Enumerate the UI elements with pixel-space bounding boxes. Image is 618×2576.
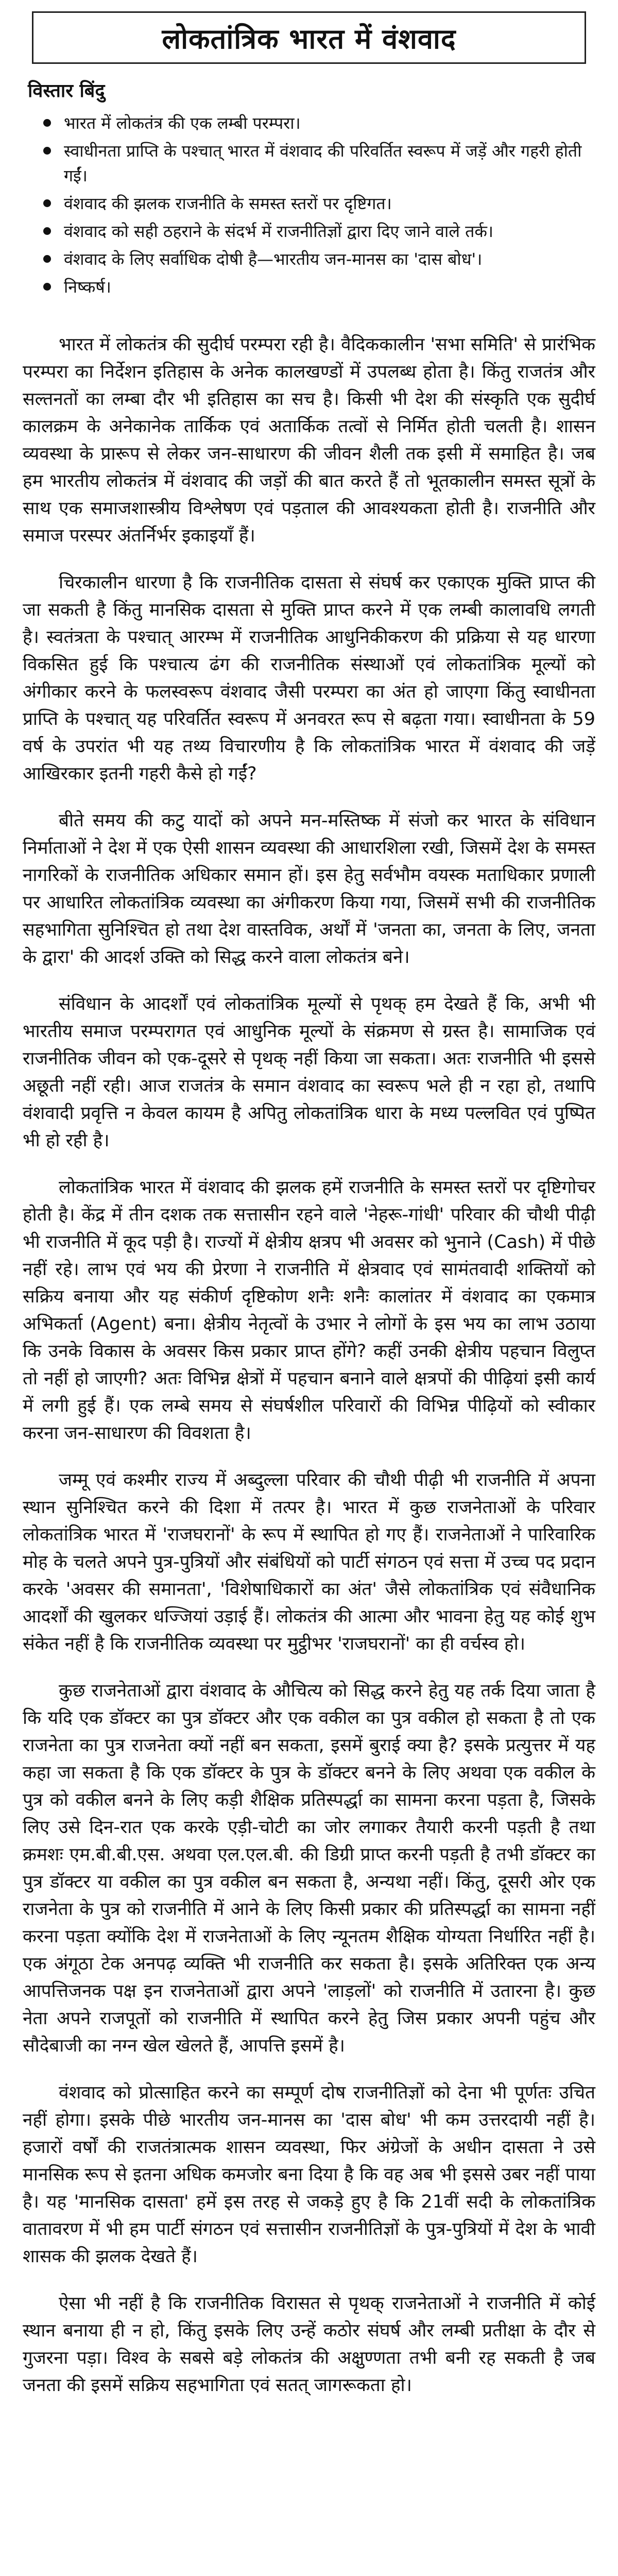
outline-item-text: स्वाधीनता प्राप्ति के पश्चात् भारत में वंशवाद की परिवर्तित स्वरूप में जड़ें और गहरी होती गईं। [64,141,582,185]
outline-item [43,139,595,188]
paragraph: लोकतांत्रिक भारत में वंशवाद की झलक हमें राजनीति के समस्त स्तरों पर दृष्टिगोचर होती है। केंद्र में तीन दशक तक सत्तासीन रहने वाले 'नेहरू-गांधी' परिवार की चौथी पीढ़ी भी राजनीति में कूद पड़ी है। राज्यों में क्षेत्रीय क्षत्रप भी अवसर को भुनाने (Cash) में पीछे नहीं रहे। लाभ एवं भय की प्रेरणा ने राजनीति में क्षेत्रवाद एवं सामंतवादी शक्तियों को सक्रिय बनाया और यह संकीर्ण दृष्टिकोण शनैः शनैः कालांतर में वंशवाद का एकमात्र अभिकर्ता (Agent) बना। क्षेत्रीय नेतृत्वों के उभार ने लोगों के इस भय का लाभ उठाया कि उनके विकास के अवसर किस प्रकार प्राप्त होंगे? कहीं उनकी क्षेत्रीय पहचान विलुप्त तो नहीं हो जाएगी? अतः विभिन्न क्षेत्रों में पहचान बनाने वाले क्षत्रपों की पीढ़ियां इसी कार्य में लगी हुई हैं। एक लम्बे समय से संघर्षशील परिवारों की विभिन्न पीढ़ियों को स्वीकार करना जन-साधारण की विवशता है। [23,1177,595,1444]
paragraph: ऐसा भी नहीं है कि राजनीतिक विरासत से पृथक् राजनेताओं ने राजनीति में कोई स्थान बनाया ही न हो, किंतु इसके लिए उन्हें कठोर संघर्ष और लम्बी प्रतीक्षा के दौर से गुजरना पड़ा। विश्व के सबसे बड़े लोकतंत्र की अक्षुण्णता तभी बनी रह सकती है जब जनता की इसमें सक्रिय सहभागिता एवं सतत् जागरूकता हो। [23,2293,595,2396]
paragraph: वंशवाद को प्रोत्साहित करने का सम्पूर्ण दोष राजनीतिज्ञों को देना भी पूर्णतः उचित नहीं होगा। इसके पीछे भारतीय जन-मानस का 'दास बोध' भी कम उत्तरदायी नहीं है। हजारों वर्षों की राजतंत्रात्मक शासन व्यवस्था, फिर अंग्रेजों के अधीन दासता ने उसे मानसिक रूप से इतना अधिक कमजोर बना दिया है कि वह अब भी इससे उबर नहीं पाया है। यह 'मानसिक दासता' हमें इस तरह से जकड़े हुए है कि 21वीं सदी के लोकतांत्रिक वातावरण में भी हम पार्टी संगठन एवं सत्तासीन राजनीतिज्ञों के पुत्र-पुत्रियों में देश के भावी शासक की झलक देखते हैं। [23,2082,595,2267]
bullet-icon [43,147,51,155]
outline-item [43,191,595,216]
paragraph: जम्मू एवं कश्मीर राज्य में अब्दुल्ला परिवार की चौथी पीढ़ी भी राजनीति में अपना स्थान सुनिश्चित करने की दिशा में तत्पर है। भारत में कुछ राजनेताओं के परिवार लोकतांत्रिक भारत में 'राजघरानों' के रूप में स्थापित हो गए हैं। राजनेताओं ने पारिवारिक मोह के चलते अपने पुत्र-पुत्रियों और संबंधियों को पार्टी संगठन एवं सत्ता में उच्च पद प्रदान करके 'अवसर की समानता', 'विशेषाधिकारों का अंत' जैसे लोकतांत्रिक एवं संवैधानिक आदर्शों की खुलकर धज्जियां उड़ाई हैं। लोकतंत्र की आत्मा और भावना हेतु यह कोई शुभ संकेत नहीं है कि राजनीतिक व्यवस्था पर मुट्ठीभर 'राजघरानों' का ही वर्चस्व हो। [23,1470,595,1654]
page-title: लोकतांत्रिक भारत में वंशवाद [162,23,456,55]
essay-page [0,11,618,2576]
title-box [32,11,586,64]
outline-item-text: निष्कर्ष। [64,277,111,297]
paragraph: संविधान के आदर्शों एवं लोकतांत्रिक मूल्यों से पृथक् हम देखते हैं कि, अभी भी भारतीय समाज परम्परागत एवं आधुनिक मूल्यों के संक्रमण से ग्रस्त है। सामाजिक एवं राजनीतिक जीवन को एक-दूसरे से पृथक् नहीं किया जा सकता। अतः राजनीति भी इससे अछूती नहीं रही। आज राजतंत्र के समान वंशवाद का स्वरूप भले ही न रहा हो, तथापि वंशवादी प्रवृत्ति न केवल कायम है अपितु लोकतांत्रिक धारा के मध्य पल्लवित एवं पुष्पित भी हो रही है। [23,994,595,1151]
outline-list [23,111,595,299]
bullet-icon [43,227,51,235]
bullet-icon [43,119,51,127]
outline-item [43,111,595,135]
paragraph: कुछ राजनेताओं द्वारा वंशवाद के औचित्य को सिद्ध करने हेतु यह तर्क दिया जाता है कि यदि एक डॉक्टर का पुत्र डॉक्टर और एक वकील का पुत्र वकील हो सकता है तो एक राजनेता का पुत्र राजनेता क्यों नहीं बन सकता, इसमें बुराई क्या है? इसके प्रत्युत्तर में यह कहा जा सकता है कि एक डॉक्टर के पुत्र के डॉक्टर बनने के लिए अथवा एक वकील के पुत्र को वकील बनने के लिए कड़ी शैक्षिक प्रतिस्पर्द्धा का सामना करना पड़ता है, जिसके लिए उसे दिन-रात एक करके एड़ी-चोटी का जोर लगाकर तैयारी करनी पड़ती है तथा क्रमशः एम.बी.बी.एस. अथवा एल.एल.बी. की डिग्री प्राप्त करनी पड़ती है तभी डॉक्टर का पुत्र डॉक्टर या वकील का पुत्र वकील बन सकता है, अन्यथा नहीं। किंतु, दूसरी ओर एक राजनेता के पुत्र को राजनीति में आने के लिए किसी प्रकार की प्रतिस्पर्द्धा का सामना नहीं करना पड़ता क्योंकि देश में राजनेताओं के लिए न्यूनतम शैक्षिक योग्यता निर्धारित नहीं है। एक अंगूठा टेक अनपढ़ व्यक्ति भी राजनीति कर सकता है। इसके अतिरिक्त एक अन्य आपत्तिजनक पक्ष इन राजनेताओं द्वारा अपने 'लाड़लों' को राजनीति में उतारना है। कुछ नेता अपने राजपूतों को राजनीति में स्थापित करने हेतु जिस प्रकार अपनी पहुंच और सौदेबाजी का नग्न खेल खेलते हैं, आपत्ति इसमें है। [23,1681,595,2056]
outline-item-text: वंशवाद की झलक राजनीति के समस्त स्तरों पर दृष्टिगत। [64,194,392,213]
bullet-icon [43,283,51,291]
bullet-icon [43,255,51,263]
outline-item [43,219,595,244]
paragraph: चिरकालीन धारणा है कि राजनीतिक दासता से संघर्ष कर एकाएक मुक्ति प्राप्त की जा सकती है किंतु मानसिक दासता से मुक्ति प्राप्त करने में एक लम्बी कालावधि लगती है। स्वतंत्रता के पश्चात् आरम्भ में राजनीतिक आधुनिकीकरण की प्रक्रिया से यह धारणा विकसित हुई कि पश्चात्य ढंग की राजनीतिक संस्थाओं एवं लोकतांत्रिक मूल्यों को अंगीकार करने के फलस्वरूप वंशवाद जैसी परम्परा का अंत हो जाएगा किंतु स्वाधीनता प्राप्ति के पश्चात् यह परिवर्तित स्वरूप में अनवरत रूप से बढ़ता गया। स्वाधीनता के 59 वर्ष के उपरांत भी यह तथ्य विचारणीय है कि लोकतांत्रिक भारत में वंशवाद की जड़ें आखिरकार इतनी गहरी कैसे हो गईं? [23,572,595,784]
paragraph: भारत में लोकतंत्र की सुदीर्घ परम्परा रही है। वैदिककालीन 'सभा समिति' से प्रारंभिक परम्परा का निर्देशन इतिहास के अनेक कालखण्डों में उपलब्ध होता है। किंतु राजतंत्र और सल्तनतों का लम्बा दौर भी इतिहास का सच है। किसी भी देश की संस्कृति एक सुदीर्घ कालक्रम के अनेकानेक तार्किक एवं अतार्किक तत्वों से निर्मित होती चलती है। शासन व्यवस्था के प्रारूप से लेकर जन-साधारण की जीवन शैली तक इसी में समाहित है। जब हम भारतीय लोकतंत्र में वंशवाद की जड़ों की बात करते हैं तो भूतकालीन समस्त सूत्रों के साथ एक समाजशास्त्रीय विश्लेषण एवं पड़ताल की आवश्यकता होती है। राजनीति और समाज परस्पर अंतर्निर्भर इकाइयाँ हैं। [23,334,595,546]
outline-heading: विस्तार बिंदु [28,80,105,101]
bullet-icon [43,199,51,207]
paragraph: बीते समय की कटु यादों को अपने मन-मस्तिष्क में संजो कर भारत के संविधान निर्माताओं ने देश में एक ऐसी शासन व्यवस्था की आधारशिला रखी, जिसमें देश के समस्त नागरिकों के राजनीतिक अधिकार समान हों। इस हेतु सर्वभौम वयस्क मताधिकार प्रणाली पर आधारित लोकतांत्रिक व्यवस्था का अंगीकरण किया गया, जिसमें सभी की राजनीतिक सहभागिता सुनिश्चित हो तथा देश वास्तविक, अर्थों में 'जनता का, जनता के लिए, जनता के द्वारा' की आदर्श उक्ति को सिद्ध करने वाला लोकतंत्र बने। [23,810,595,968]
outline-item-text: वंशवाद के लिए सर्वाधिक दोषी है—भारतीय जन-मानस का 'दास बोध'। [64,249,483,269]
outline-item [43,275,595,299]
outline-item [43,247,595,272]
outline-item-text: भारत में लोकतंत्र की एक लम्बी परम्परा। [64,113,301,133]
outline-item-text: वंशवाद को सही ठहराने के संदर्भ में राजनीतिज्ञों द्वारा दिए जाने वाले तर्क। [64,222,494,241]
